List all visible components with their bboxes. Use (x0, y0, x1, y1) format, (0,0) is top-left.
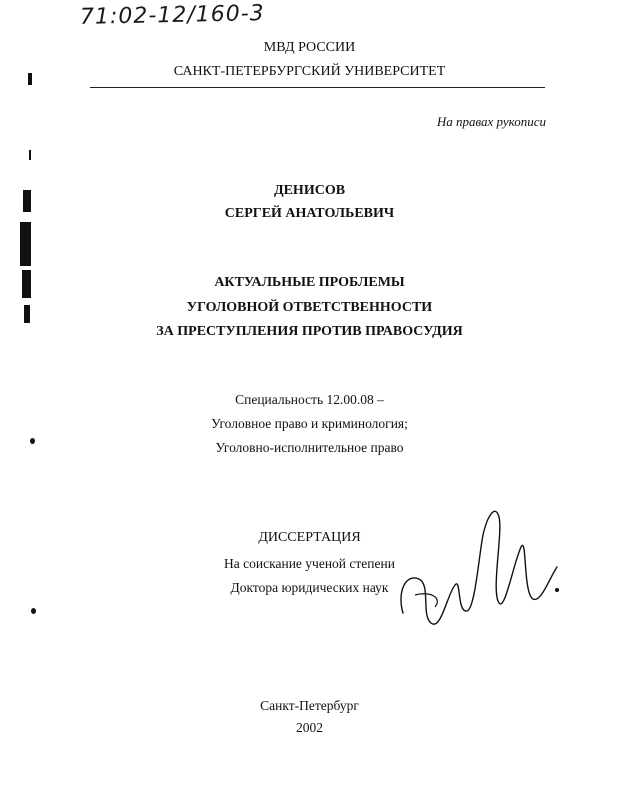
scan-mark (28, 73, 32, 85)
title-line: ЗА ПРЕСТУПЛЕНИЯ ПРОТИВ ПРАВОСУДИЯ (156, 324, 463, 339)
manuscript-note: На правах рукописи (436, 114, 546, 129)
scan-mark (24, 305, 30, 323)
scan-mark (30, 438, 35, 444)
title-line: УГОЛОВНОЙ ОТВЕТСТВЕННОСТИ (186, 300, 433, 315)
signature-icon (395, 495, 565, 645)
author-name: СЕРГЕЙ АНАТОЛЬЕВИЧ (224, 206, 395, 221)
scan-mark (555, 588, 559, 592)
title-line: АКТУАЛЬНЫЕ ПРОБЛЕМЫ (214, 275, 405, 290)
header-divider (90, 87, 545, 88)
specialty-name: Уголовное право и криминология; (211, 416, 408, 431)
degree-line: На соискание ученой степени (224, 556, 395, 571)
specialty-name-continued: Уголовно-исполнительное право (215, 440, 404, 455)
university-name: САНКТ-ПЕТЕРБУРГСКИЙ УНИВЕРСИТЕТ (173, 64, 446, 79)
archive-code: 71:02-12/160-3 (79, 1, 265, 30)
year: 2002 (296, 720, 323, 735)
scan-mark (20, 222, 31, 266)
scan-mark (23, 190, 31, 212)
city: Санкт-Петербург (260, 698, 359, 713)
author-surname: ДЕНИСОВ (273, 183, 346, 198)
specialty-code: Специальность 12.00.08 – (235, 392, 384, 407)
ministry-name: МВД РОССИИ (263, 40, 356, 55)
scan-mark (22, 270, 31, 298)
scan-mark (29, 150, 31, 160)
document-type: ДИССЕРТАЦИЯ (258, 530, 361, 545)
scan-mark (31, 608, 36, 614)
degree-line: Доктора юридических наук (230, 580, 389, 595)
